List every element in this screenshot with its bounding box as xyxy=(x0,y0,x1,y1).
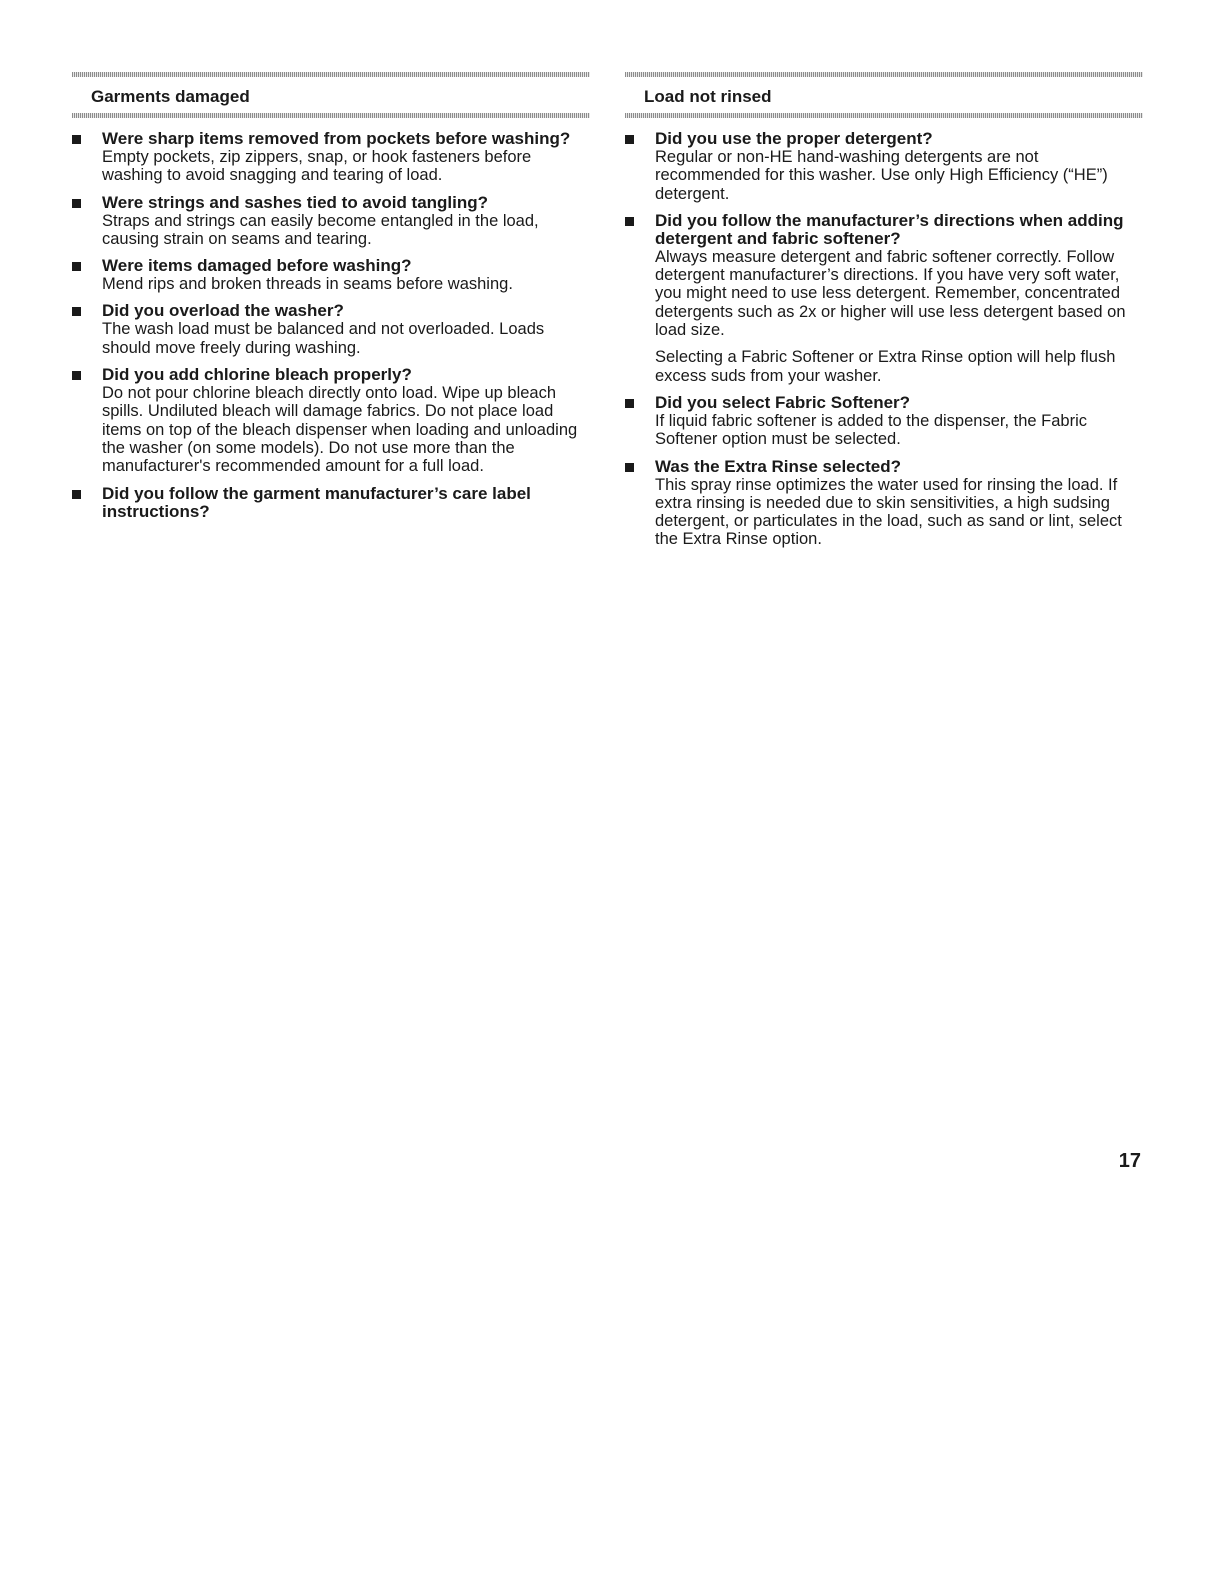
section-bottom-rule xyxy=(72,113,590,118)
item-answer: Mend rips and broken threads in seams before washing. xyxy=(102,275,513,294)
right-item-list xyxy=(625,130,1143,549)
item-question: Did you use the proper detergent? xyxy=(655,129,933,148)
page-number: 17 xyxy=(1118,1150,1141,1172)
list-item xyxy=(72,257,590,293)
section-title-garments-damaged: Garments damaged xyxy=(91,87,250,106)
right-column xyxy=(625,72,1143,558)
section-bottom-rule xyxy=(625,113,1143,118)
list-item xyxy=(72,194,590,249)
item-answer: Do not pour chlorine bleach directly onto load. Wipe up bleach spills. Undiluted bleach will damage fabrics. Do not place load items on top of the bleach dispenser when loading and unloading the washer (on some models). Do not use more than the manufacturer's recommended amount for a full load. xyxy=(102,384,578,476)
item-answer: Always measure detergent and fabric softener correctly. Follow detergent manufacturer’s directions. If you have very soft water, you might need to use less detergent. Remember, concentrated detergents such as 2x or higher will use less detergent based on load size. xyxy=(655,247,1126,340)
square-bullet-icon xyxy=(625,463,634,472)
item-answer: Regular or non-HE hand-washing detergents are not recommended for this washer. Use only High Efficiency (“HE”) detergent. xyxy=(655,148,1108,203)
list-item xyxy=(72,130,590,185)
list-item xyxy=(625,458,1143,549)
list-item xyxy=(625,394,1143,449)
item-answer: Straps and strings can easily become entangled in the load, causing strain on seams and tearing. xyxy=(102,211,539,248)
list-item xyxy=(625,130,1143,203)
item-question: Did you overload the washer? xyxy=(102,301,344,321)
item-answer: Empty pockets, zip zippers, snap, or hook fasteners before washing to avoid snagging and tearing of load. xyxy=(102,148,532,185)
list-item xyxy=(625,212,1143,385)
square-bullet-icon xyxy=(72,371,81,380)
square-bullet-icon xyxy=(72,262,81,271)
item-question: Was the Extra Rinse selected? xyxy=(655,456,901,476)
item-question: Did you add chlorine bleach properly? xyxy=(102,365,412,385)
square-bullet-icon xyxy=(72,490,81,499)
item-answer: Selecting a Fabric Softener or Extra Rinse option will help flush excess suds from your washer. xyxy=(655,348,1116,385)
square-bullet-icon xyxy=(625,217,634,226)
item-question: Did you select Fabric Softener? xyxy=(655,392,911,412)
item-answer: The wash load must be balanced and not overloaded. Loads should move freely during washing. xyxy=(102,320,545,357)
square-bullet-icon xyxy=(72,135,81,144)
left-item-list xyxy=(72,130,590,521)
section-title-load-not-rinsed: Load not rinsed xyxy=(644,87,772,106)
list-item xyxy=(72,302,590,357)
item-answer: This spray rinse optimizes the water used for rinsing the load. If extra rinsing is needed due to skin sensitivities, a high sudsing detergent, or particulates in the load, such as sand or lint, select the Extra Rinse option. xyxy=(655,475,1122,549)
item-question: Were items damaged before washing? xyxy=(102,256,412,276)
item-question: Were strings and sashes tied to avoid tangling? xyxy=(102,192,489,212)
square-bullet-icon xyxy=(625,135,634,144)
item-question: Did you follow the garment manufacturer’s care label instructions? xyxy=(102,483,531,521)
square-bullet-icon xyxy=(72,199,81,208)
item-question: Were sharp items removed from pockets before washing? xyxy=(102,129,571,148)
item-answer: If liquid fabric softener is added to the dispenser, the Fabric Softener option must be selected. xyxy=(655,411,1087,449)
list-item xyxy=(72,366,590,475)
left-column xyxy=(72,72,590,530)
item-question: Did you follow the manufacturer’s directions when adding detergent and fabric softener? xyxy=(655,210,1124,248)
list-item xyxy=(72,485,590,521)
square-bullet-icon xyxy=(72,307,81,316)
square-bullet-icon xyxy=(625,399,634,408)
